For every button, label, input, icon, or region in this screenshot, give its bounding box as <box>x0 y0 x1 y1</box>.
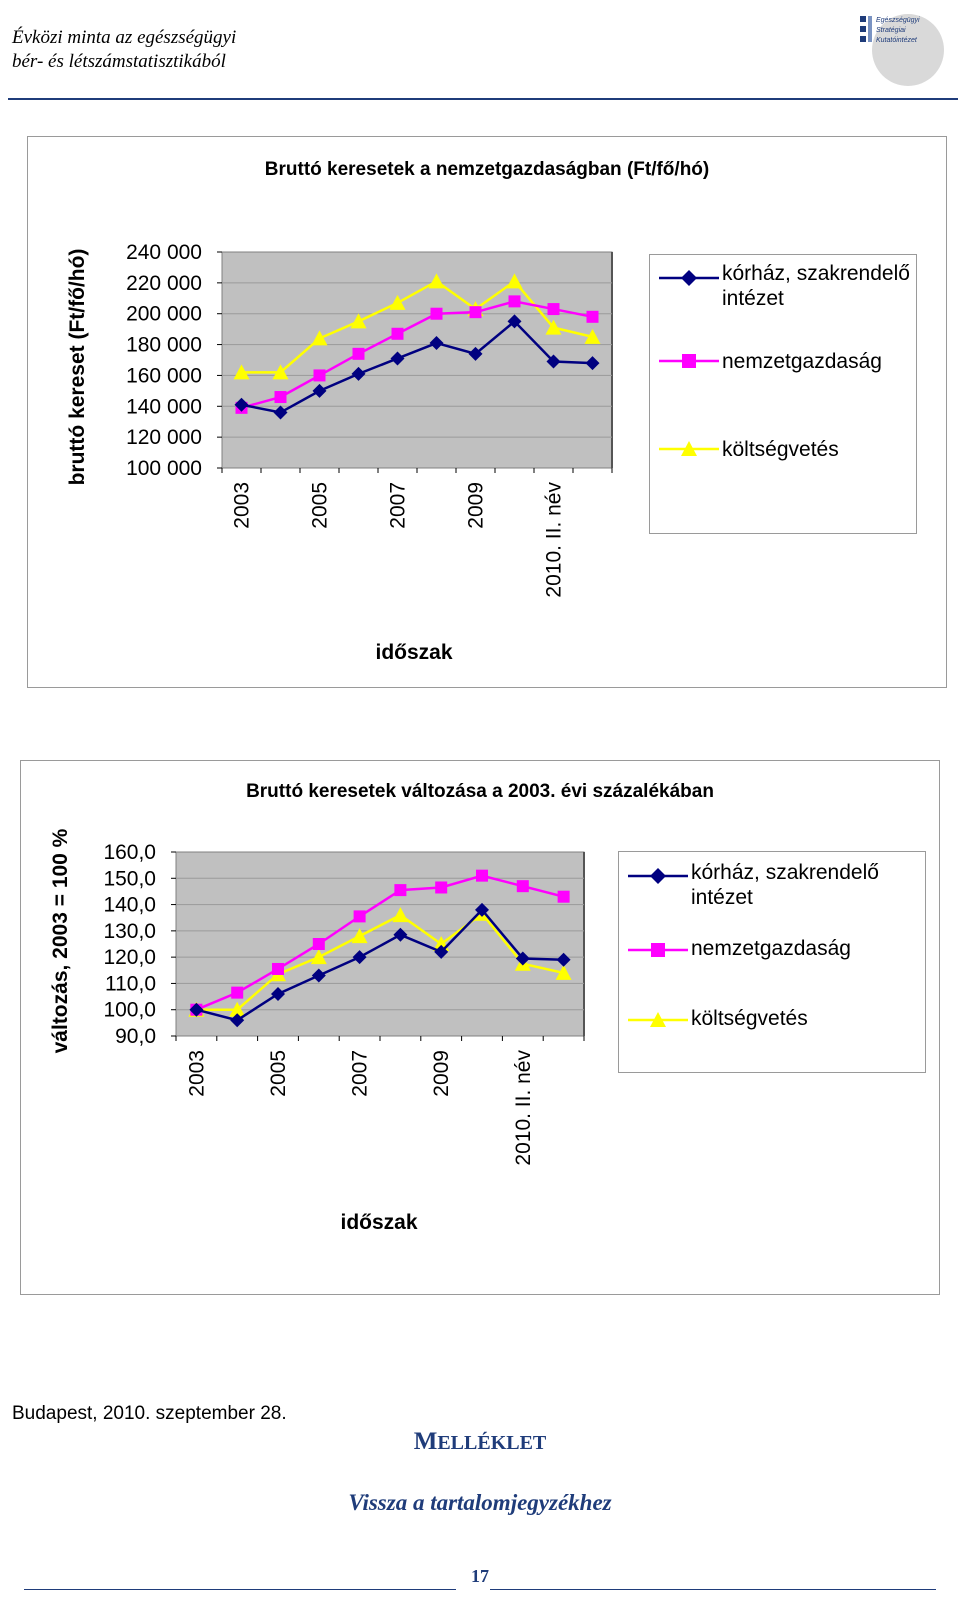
document-header <box>12 26 236 74</box>
y-axis-label: bruttó kereset (Ft/fő/hó) <box>66 248 89 486</box>
data-point-nemzetgazdasag <box>587 311 599 323</box>
institute-logo <box>850 8 950 88</box>
legend-marker-korhaz <box>626 866 690 886</box>
x-tick-label: 2005 <box>308 482 332 529</box>
x-tick-label: 2010. II. név <box>511 1050 535 1166</box>
y-tick-label: 120,0 <box>103 946 156 970</box>
data-point-nemzetgazdasag <box>275 391 287 403</box>
chart-legend <box>649 254 917 534</box>
data-point-nemzetgazdasag <box>435 881 447 893</box>
y-tick-label: 160 000 <box>126 364 202 388</box>
data-point-nemzetgazdasag <box>272 963 284 975</box>
y-tick-label: 140,0 <box>103 893 156 917</box>
legend-label-korhaz: kórház, szakrendelő intézet <box>691 861 879 909</box>
x-tick-label: 2005 <box>267 1050 290 1097</box>
legend-marker-koltsegvetes <box>626 1010 690 1030</box>
melleklet-initial: M <box>413 1428 438 1455</box>
legend-marker-koltsegvetes <box>657 439 721 459</box>
y-tick-label: 100 000 <box>126 457 202 480</box>
melleklet-rest: ELLÉKLET <box>437 1432 547 1454</box>
x-tick-label: 2007 <box>386 482 410 529</box>
y-tick-label: 180 000 <box>126 333 202 357</box>
logo-text-1: Egészségügyi <box>876 17 920 24</box>
place-and-date: Budapest, 2010. szeptember 28. <box>12 1403 287 1424</box>
y-tick-label: 100,0 <box>103 998 156 1022</box>
x-tick-label: 2010. II. név <box>542 482 566 598</box>
data-point-nemzetgazdasag <box>517 880 529 892</box>
data-point-nemzetgazdasag <box>313 938 325 950</box>
legend-marker-korhaz <box>657 268 721 288</box>
legend-label-korhaz: kórház, szakrendelő intézet <box>722 262 910 310</box>
y-tick-label: 220 000 <box>126 271 202 295</box>
logo-text-2: Stratégiai <box>876 27 906 34</box>
header-line-1: Évközi minta az egészségügyi <box>12 27 237 48</box>
x-axis-label: időszak <box>340 1211 418 1234</box>
y-tick-label: 140 000 <box>126 395 202 419</box>
x-tick-label: 2009 <box>430 1050 454 1097</box>
legend-marker-nemzetgazdasag <box>626 940 690 960</box>
x-tick-label: 2003 <box>185 1050 209 1097</box>
x-tick-label: 2007 <box>348 1050 372 1097</box>
data-point-nemzetgazdasag <box>392 328 404 340</box>
y-axis-label: változás, 2003 = 100 % <box>49 828 72 1054</box>
data-point-nemzetgazdasag <box>558 891 570 903</box>
chart-title: Bruttó keresetek a nemzetgazdaságban (Ft/fő/hó) <box>264 159 710 180</box>
y-tick-label: 130,0 <box>103 919 156 943</box>
data-point-nemzetgazdasag <box>548 303 560 315</box>
legend-label-koltsegvetes: költségvetés <box>722 438 839 461</box>
melleklet-link[interactable] <box>0 1428 960 1456</box>
back-to-contents-link[interactable]: Vissza a tartalomjegyzékhez <box>348 1490 612 1515</box>
legend-marker-nemzetgazdasag <box>657 351 721 371</box>
header-line-2: bér- és létszámstatisztikából <box>12 51 226 72</box>
y-tick-label: 150,0 <box>103 867 156 891</box>
chart-earnings-change <box>20 760 940 1295</box>
page-number-rule-right <box>490 1589 936 1590</box>
legend-label-nemzetgazdasag: nemzetgazdaság <box>691 937 851 960</box>
y-tick-label: 110,0 <box>105 972 156 996</box>
data-point-nemzetgazdasag <box>509 295 521 307</box>
y-tick-label: 160,0 <box>103 841 156 864</box>
data-point-nemzetgazdasag <box>470 306 482 318</box>
chart-title: Bruttó keresetek változása a 2003. évi százalékában <box>246 781 714 802</box>
x-tick-label: 2003 <box>230 482 254 529</box>
legend-label-nemzetgazdasag: nemzetgazdaság <box>722 350 882 373</box>
header-rule <box>8 98 958 100</box>
chart-legend <box>618 851 926 1073</box>
logo-text-3: Kutatóintézet <box>876 37 917 44</box>
y-tick-label: 200 000 <box>126 302 202 326</box>
y-tick-label: 240 000 <box>126 241 202 264</box>
x-axis-label: időszak <box>375 641 453 664</box>
data-point-nemzetgazdasag <box>476 870 488 882</box>
data-point-nemzetgazdasag <box>394 884 406 896</box>
data-point-nemzetgazdasag <box>431 308 443 320</box>
data-point-nemzetgazdasag <box>231 987 243 999</box>
y-tick-label: 90,0 <box>115 1025 156 1048</box>
data-point-nemzetgazdasag <box>354 910 366 922</box>
legend-label-koltsegvetes: költségvetés <box>691 1007 808 1030</box>
data-point-nemzetgazdasag <box>353 348 365 360</box>
page-number: 17 <box>471 1566 489 1586</box>
x-tick-label: 2009 <box>464 482 488 529</box>
y-tick-label: 120 000 <box>126 426 202 450</box>
data-point-nemzetgazdasag <box>314 369 326 381</box>
chart-gross-earnings <box>27 136 947 688</box>
page-number-rule-left <box>24 1589 456 1590</box>
